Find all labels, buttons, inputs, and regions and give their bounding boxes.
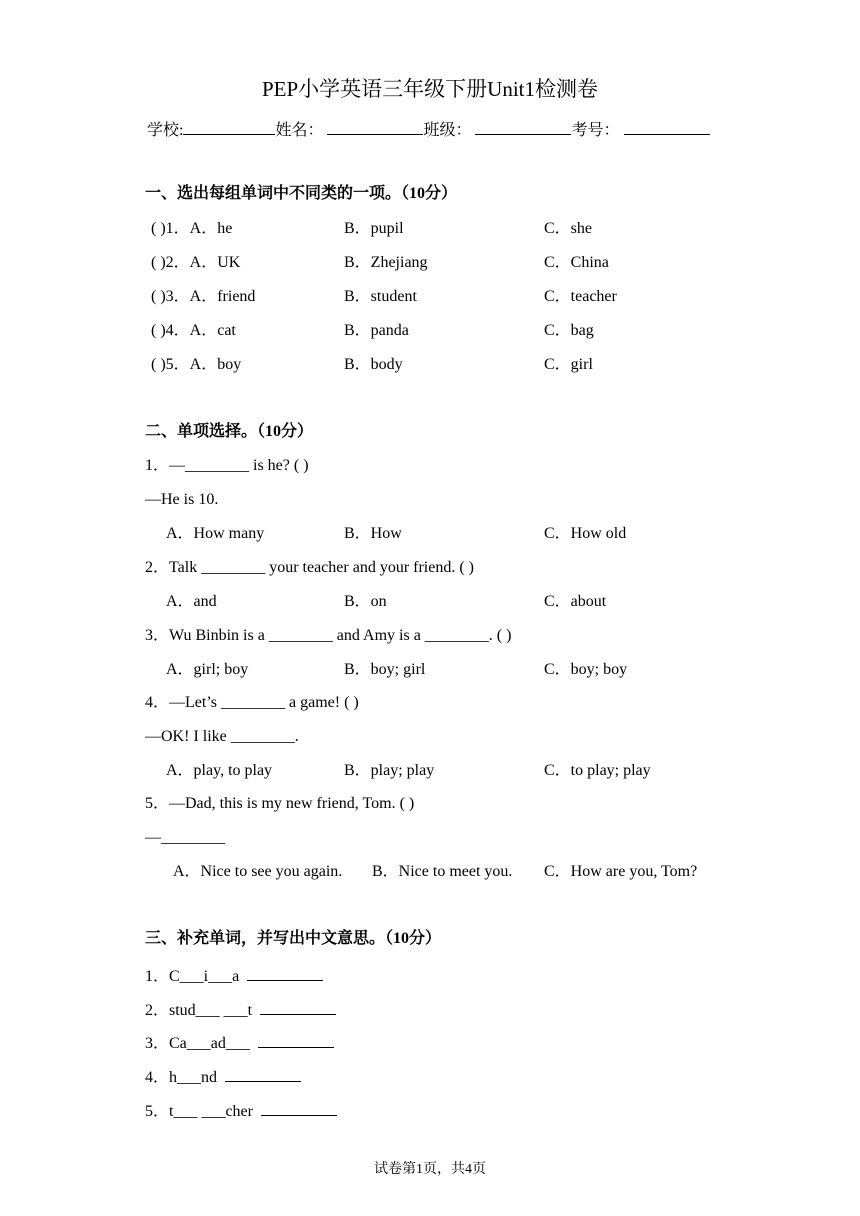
s1-q5-b: B．body — [344, 356, 403, 373]
s2-q4-option-c: C．to play; play — [544, 762, 651, 779]
s3-item-3-word: 3．Ca___ad___ — [145, 1035, 250, 1052]
name-blank[interactable] — [327, 118, 423, 135]
s3-item-4-word: 4．h___nd — [145, 1069, 218, 1086]
section3-heading: 三、补充单词，并写出中文意思。（10分） — [145, 930, 442, 947]
s2-q4-stem: 4．—Let’s ________ a game! ( ) — [145, 694, 359, 711]
s2-q3-stem: 3．Wu Binbin is a ________ and Amy is a ________. ( ) — [145, 627, 512, 644]
s3-item-1-word: 1．C___i___a — [145, 968, 240, 985]
school-blank[interactable] — [183, 118, 275, 135]
s3-item-2-answer-blank[interactable] — [260, 998, 336, 1015]
s3-item-5 — [145, 1099, 337, 1122]
exam-no-blank[interactable] — [624, 118, 710, 135]
page-title: PEP小学英语三年级下册Unit1检测卷 — [261, 77, 599, 101]
s1-q3-b: B．student — [344, 288, 417, 305]
s2-q4-line2: —OK! I like ________. — [145, 728, 299, 745]
s2-q4-option-a: A．play, to play — [166, 762, 273, 779]
s2-q1-option-b: B．How — [344, 525, 402, 542]
s3-item-5-answer-blank[interactable] — [261, 1099, 337, 1116]
s3-item-2 — [145, 998, 336, 1021]
s3-item-3 — [145, 1031, 334, 1054]
s2-q2-option-c: C．about — [544, 593, 607, 610]
section2-heading: 二、单项选择。（10分） — [145, 423, 314, 440]
s2-q2-option-a: A．and — [166, 593, 217, 610]
s2-q3-option-c: C．boy; boy — [544, 661, 628, 678]
s3-item-1-answer-blank[interactable] — [247, 964, 323, 981]
s2-q5-stem: 5．—Dad, this is my new friend, Tom. ( ) — [145, 795, 415, 812]
s2-q5-option-c: C．How are you, Tom? — [544, 863, 698, 880]
s3-item-5-word: 5．t___ ___cher — [145, 1103, 253, 1120]
s1-q4-a: ( )4．A．cat — [151, 322, 236, 339]
s2-q5-option-b: B．Nice to meet you. — [372, 863, 513, 880]
s3-item-3-answer-blank[interactable] — [258, 1031, 334, 1048]
s1-q1-c: C．she — [544, 220, 593, 237]
s2-q1-option-c: C．How old — [544, 525, 627, 542]
school-label: 学校: — [147, 122, 184, 139]
s1-q3-a: ( )3．A．friend — [151, 288, 256, 305]
student-info-line — [147, 118, 710, 141]
s1-q4-c: C．bag — [544, 322, 594, 339]
s3-item-1 — [145, 964, 323, 987]
s1-q3-c: C．teacher — [544, 288, 617, 305]
s2-q2-stem: 2．Talk ________ your teacher and your friend. ( ) — [145, 559, 475, 576]
name-label: 姓名： — [275, 122, 324, 139]
s2-q2-option-b: B．on — [344, 593, 387, 610]
s1-q2-b: B．Zhejiang — [344, 254, 428, 271]
s3-item-2-word: 2．stud___ ___t — [145, 1002, 253, 1019]
s1-q1-a: ( )1．A．he — [151, 220, 233, 237]
s2-q3-option-a: A．girl; boy — [166, 661, 249, 678]
s3-item-4 — [145, 1065, 301, 1088]
s2-q3-option-b: B．boy; girl — [344, 661, 426, 678]
section1-heading: 一、选出每组单词中不同类的一项。（10分） — [145, 185, 458, 202]
s2-q5-option-a: A．Nice to see you again. — [173, 863, 343, 880]
s1-q4-b: B．panda — [344, 322, 409, 339]
page-footer: 试卷第1页，共4页 — [374, 1162, 486, 1177]
exam-no-label: 考号： — [571, 122, 620, 139]
s1-q1-b: B．pupil — [344, 220, 404, 237]
s2-q4-option-b: B．play; play — [344, 762, 435, 779]
s2-q5-line2: —________ — [145, 829, 225, 846]
s2-q1-line2: —He is 10. — [145, 491, 219, 508]
s1-q2-a: ( )2．A．UK — [151, 254, 241, 271]
class-label: 班级： — [423, 122, 472, 139]
s2-q1-option-a: A．How many — [166, 525, 265, 542]
s2-q1-stem: 1．—________ is he? ( ) — [145, 457, 309, 474]
s1-q2-c: C．China — [544, 254, 609, 271]
s1-q5-a: ( )5．A．boy — [151, 356, 242, 373]
class-blank[interactable] — [475, 118, 571, 135]
s1-q5-c: C．girl — [544, 356, 593, 373]
s3-item-4-answer-blank[interactable] — [225, 1065, 301, 1082]
